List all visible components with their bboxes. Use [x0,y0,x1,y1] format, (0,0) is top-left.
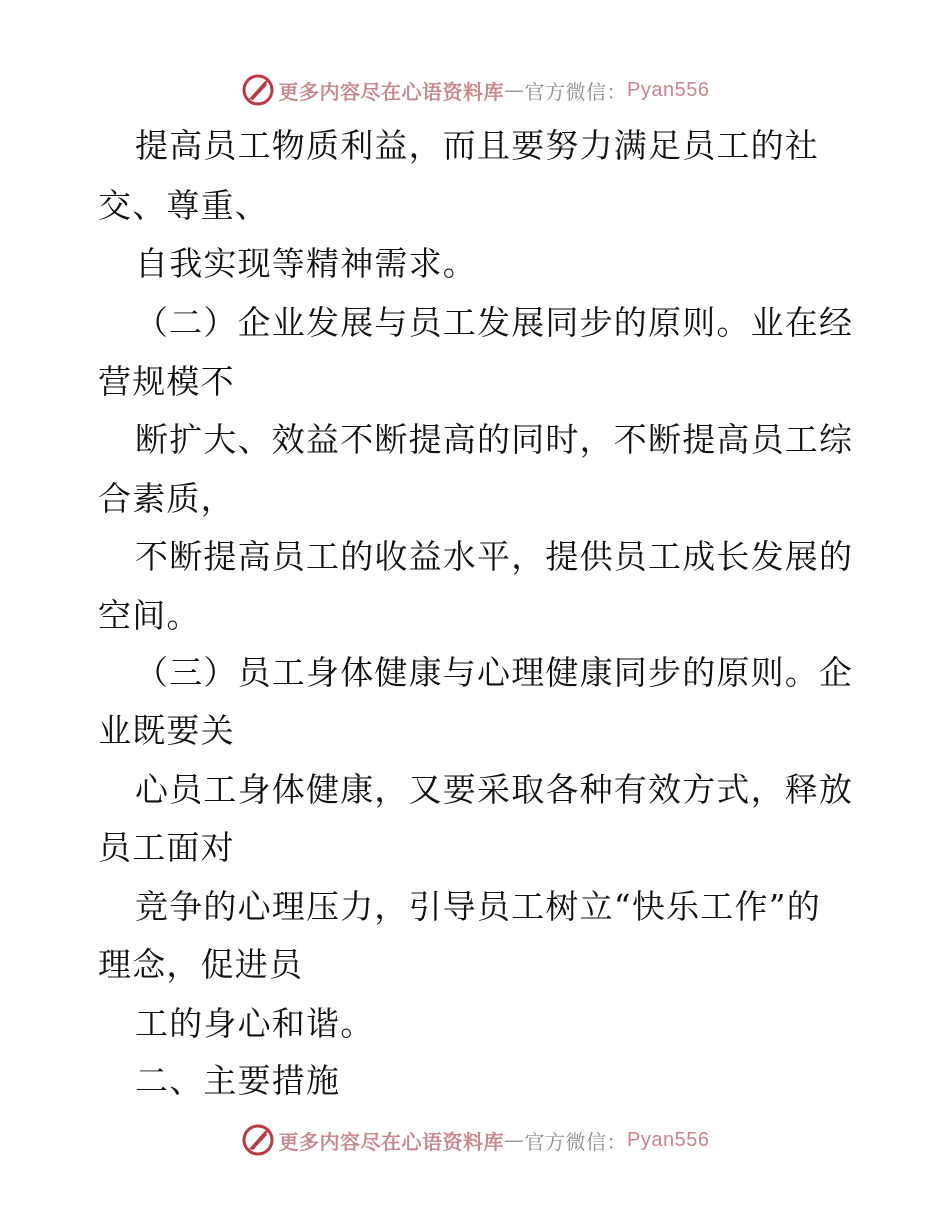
paragraph-line: 空间。 [98,596,201,635]
paragraph-line: 理念，促进员 [98,945,304,984]
footer-watermark [0,1120,950,1160]
paragraph-line: 不断提高员工的收益水平，提供员工成长发展的 [135,537,854,576]
watermark-contact-label: 官方微信： [524,79,628,104]
paragraph-line: 营规模不 [98,362,235,401]
header-watermark [0,70,950,110]
paragraph-line: （二）企业发展与员工发展同步的原则。业在经 [135,303,854,342]
watermark-text: 更多内容尽在心语资料库 [278,79,505,104]
paragraph-line: 合素质， [98,479,235,518]
quill-logo-icon [241,1123,275,1157]
watermark-contact-id: Pyan556 [627,1128,710,1151]
section-heading: 二、主要措施 [135,1061,341,1100]
watermark-separator: — [504,1128,525,1152]
paragraph-line: 心员工身体健康，又要采取各种有效方式，释放 [135,770,854,809]
paragraph-line: 自我实现等精神需求。 [135,244,477,283]
watermark-separator: — [504,78,525,102]
watermark-contact-id: Pyan556 [627,78,710,101]
paragraph-line: 断扩大、效益不断提高的同时，不断提高员工综 [135,420,854,459]
watermark-text: 更多内容尽在心语资料库 [278,1129,505,1154]
watermark-contact-label: 官方微信： [524,1129,628,1154]
paragraph-line: 员工面对 [98,828,235,867]
paragraph-line: 业既要关 [98,711,235,750]
paragraph-line: 竞争的心理压力，引导员工树立“快乐工作”的 [135,887,821,926]
paragraph-line: （三）员工身体健康与心理健康同步的原则。企 [135,653,854,692]
paragraph-line: 交、尊重、 [98,186,269,225]
quill-logo-icon [241,73,275,107]
paragraph-line: 提高员工物质利益，而且要努力满足员工的社 [135,126,819,165]
paragraph-line: 工的身心和谐。 [135,1004,375,1043]
